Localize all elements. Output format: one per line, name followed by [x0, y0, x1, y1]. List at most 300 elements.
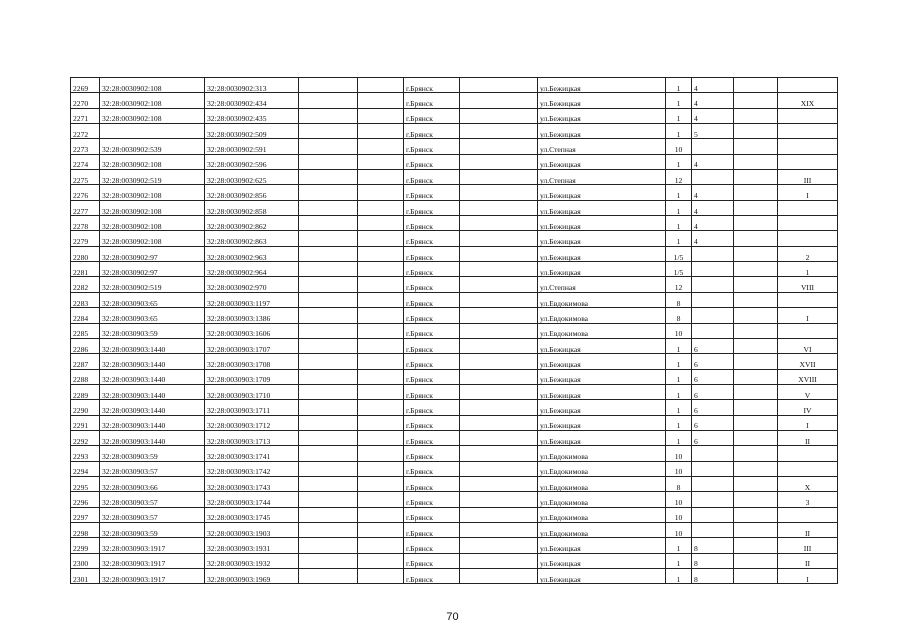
table-row	[71, 323, 838, 338]
table-row	[71, 461, 838, 476]
cell-parent-cadastral-number: 32:28:0030903:59	[100, 446, 205, 461]
cell-empty-4	[299, 308, 358, 323]
cell-parent-cadastral-number: 32:28:0030902:108	[100, 185, 205, 200]
cell-empty-11	[734, 415, 778, 430]
cell-city: г.Брянск	[404, 430, 460, 445]
cell-street: ул.Бежицкая	[538, 124, 666, 139]
cell-house: 10	[666, 522, 692, 537]
cell-row-number: 2278	[71, 216, 100, 231]
cell-city: г.Брянск	[404, 292, 460, 307]
cell-street: ул.Бежицкая	[538, 78, 666, 93]
cell-cadastral-number: 32:28:0030902:434	[205, 93, 299, 108]
cell-building	[692, 139, 734, 154]
cell-city: г.Брянск	[404, 569, 460, 584]
cell-empty-11	[734, 369, 778, 384]
cell-empty-4	[299, 507, 358, 522]
cell-empty-11	[734, 522, 778, 537]
cell-city: г.Брянск	[404, 476, 460, 491]
cell-empty-11	[734, 384, 778, 399]
table-row	[71, 277, 838, 292]
cell-empty-11	[734, 185, 778, 200]
cell-street: ул.Евдокимова	[538, 492, 666, 507]
cell-street: ул.Бежицкая	[538, 553, 666, 568]
cell-row-number: 2279	[71, 231, 100, 246]
cell-house: 1/5	[666, 262, 692, 277]
cell-building: 6	[692, 338, 734, 353]
cell-building: 5	[692, 124, 734, 139]
cell-street: ул.Степная	[538, 170, 666, 185]
cell-parent-cadastral-number: 32:28:0030903:1440	[100, 338, 205, 353]
cell-house: 10	[666, 492, 692, 507]
cell-parent-cadastral-number: 32:28:0030903:59	[100, 323, 205, 338]
cell-street: ул.Бежицкая	[538, 354, 666, 369]
cell-house: 1	[666, 400, 692, 415]
cell-building	[692, 292, 734, 307]
cell-street: ул.Евдокимова	[538, 323, 666, 338]
cell-street: ул.Бежицкая	[538, 369, 666, 384]
cell-city: г.Брянск	[404, 338, 460, 353]
table-row	[71, 354, 838, 369]
cell-empty-5	[358, 200, 404, 215]
cell-parent-cadastral-number: 32:28:0030903:57	[100, 461, 205, 476]
cell-house: 1	[666, 338, 692, 353]
cell-street: ул.Евдокимова	[538, 507, 666, 522]
cell-row-number: 2283	[71, 292, 100, 307]
cell-building	[692, 476, 734, 491]
cell-city: г.Брянск	[404, 492, 460, 507]
cell-premises: II	[778, 553, 838, 568]
cell-empty-5	[358, 446, 404, 461]
cell-row-number: 2284	[71, 308, 100, 323]
cell-street: ул.Евдокимова	[538, 522, 666, 537]
cell-parent-cadastral-number: 32:28:0030902:519	[100, 170, 205, 185]
cell-empty-5	[358, 308, 404, 323]
cell-cadastral-number: 32:28:0030903:1969	[205, 569, 299, 584]
cell-premises: IV	[778, 400, 838, 415]
cell-empty-11	[734, 430, 778, 445]
cell-street: ул.Евдокимова	[538, 476, 666, 491]
cell-parent-cadastral-number: 32:28:0030903:59	[100, 522, 205, 537]
cell-building: 4	[692, 200, 734, 215]
cell-parent-cadastral-number: 32:28:0030903:1440	[100, 369, 205, 384]
cell-premises: 2	[778, 246, 838, 261]
cell-building	[692, 461, 734, 476]
cell-house: 1	[666, 538, 692, 553]
cell-house: 1	[666, 553, 692, 568]
cell-street: ул.Бежицкая	[538, 569, 666, 584]
cell-empty-7	[460, 124, 538, 139]
cell-empty-4	[299, 569, 358, 584]
cell-row-number: 2269	[71, 78, 100, 93]
cell-parent-cadastral-number: 32:28:0030903:66	[100, 476, 205, 491]
cell-city: г.Брянск	[404, 216, 460, 231]
cell-city: г.Брянск	[404, 93, 460, 108]
cell-street: ул.Степная	[538, 139, 666, 154]
cell-empty-4	[299, 369, 358, 384]
cell-city: г.Брянск	[404, 538, 460, 553]
cell-empty-4	[299, 338, 358, 353]
cell-parent-cadastral-number: 32:28:0030902:108	[100, 154, 205, 169]
cell-parent-cadastral-number: 32:28:0030903:1440	[100, 354, 205, 369]
cell-building	[692, 446, 734, 461]
cell-city: г.Брянск	[404, 231, 460, 246]
cell-street: ул.Бежицкая	[538, 185, 666, 200]
cell-row-number: 2295	[71, 476, 100, 491]
cell-empty-7	[460, 93, 538, 108]
cell-parent-cadastral-number: 32:28:0030903:1440	[100, 384, 205, 399]
cell-empty-4	[299, 154, 358, 169]
table-row	[71, 538, 838, 553]
cell-empty-4	[299, 522, 358, 537]
cell-row-number: 2299	[71, 538, 100, 553]
cell-row-number: 2289	[71, 384, 100, 399]
cell-empty-5	[358, 430, 404, 445]
cell-city: г.Брянск	[404, 185, 460, 200]
cell-cadastral-number: 32:28:0030903:1197	[205, 292, 299, 307]
cell-empty-5	[358, 93, 404, 108]
cell-empty-7	[460, 461, 538, 476]
cell-city: г.Брянск	[404, 124, 460, 139]
cell-house: 10	[666, 461, 692, 476]
cell-empty-11	[734, 492, 778, 507]
cell-empty-11	[734, 154, 778, 169]
cell-empty-5	[358, 354, 404, 369]
cell-cadastral-number: 32:28:0030903:1743	[205, 476, 299, 491]
cell-empty-11	[734, 108, 778, 123]
cell-city: г.Брянск	[404, 108, 460, 123]
cell-empty-5	[358, 415, 404, 430]
cell-street: ул.Бежицкая	[538, 231, 666, 246]
cell-cadastral-number: 32:28:0030903:1606	[205, 323, 299, 338]
cell-house: 1	[666, 154, 692, 169]
table-row	[71, 93, 838, 108]
cell-empty-11	[734, 262, 778, 277]
cell-parent-cadastral-number: 32:28:0030902:108	[100, 78, 205, 93]
cell-building: 6	[692, 400, 734, 415]
cell-premises	[778, 292, 838, 307]
cell-empty-5	[358, 569, 404, 584]
cell-cadastral-number: 32:28:0030903:1712	[205, 415, 299, 430]
cell-city: г.Брянск	[404, 170, 460, 185]
cell-premises	[778, 216, 838, 231]
cell-premises: I	[778, 185, 838, 200]
table-row	[71, 338, 838, 353]
cell-empty-7	[460, 415, 538, 430]
cell-house: 8	[666, 476, 692, 491]
cell-empty-4	[299, 78, 358, 93]
cell-row-number: 2290	[71, 400, 100, 415]
cell-empty-4	[299, 93, 358, 108]
cell-empty-7	[460, 384, 538, 399]
cell-premises	[778, 108, 838, 123]
cell-house: 1	[666, 93, 692, 108]
cell-premises	[778, 139, 838, 154]
cell-cadastral-number: 32:28:0030902:863	[205, 231, 299, 246]
cell-row-number: 2300	[71, 553, 100, 568]
cell-row-number: 2285	[71, 323, 100, 338]
cell-empty-5	[358, 292, 404, 307]
cell-building: 4	[692, 93, 734, 108]
cell-parent-cadastral-number: 32:28:0030902:108	[100, 200, 205, 215]
cell-empty-7	[460, 507, 538, 522]
cell-row-number: 2271	[71, 108, 100, 123]
cell-empty-7	[460, 492, 538, 507]
cell-premises	[778, 461, 838, 476]
table-row	[71, 430, 838, 445]
cell-empty-4	[299, 108, 358, 123]
cell-premises: I	[778, 569, 838, 584]
cell-building	[692, 323, 734, 338]
cell-empty-5	[358, 400, 404, 415]
cell-city: г.Брянск	[404, 354, 460, 369]
cell-parent-cadastral-number: 32:28:0030903:57	[100, 492, 205, 507]
cell-empty-4	[299, 216, 358, 231]
cell-cadastral-number: 32:28:0030903:1711	[205, 400, 299, 415]
cell-empty-7	[460, 430, 538, 445]
cell-empty-5	[358, 78, 404, 93]
cell-cadastral-number: 32:28:0030902:963	[205, 246, 299, 261]
cell-row-number: 2296	[71, 492, 100, 507]
cell-premises: XVIII	[778, 369, 838, 384]
cell-building: 4	[692, 216, 734, 231]
cell-row-number: 2301	[71, 569, 100, 584]
cell-city: г.Брянск	[404, 415, 460, 430]
cell-city: г.Брянск	[404, 400, 460, 415]
cell-empty-11	[734, 553, 778, 568]
cell-empty-7	[460, 446, 538, 461]
cell-premises	[778, 507, 838, 522]
cell-empty-7	[460, 277, 538, 292]
cell-empty-4	[299, 415, 358, 430]
cell-house: 1/5	[666, 246, 692, 261]
cell-street: ул.Бежицкая	[538, 93, 666, 108]
cell-city: г.Брянск	[404, 78, 460, 93]
table-row	[71, 185, 838, 200]
table-row	[71, 308, 838, 323]
cell-empty-5	[358, 384, 404, 399]
cell-building: 8	[692, 538, 734, 553]
cell-house: 1	[666, 124, 692, 139]
cell-city: г.Брянск	[404, 246, 460, 261]
cell-parent-cadastral-number: 32:28:0030903:1440	[100, 400, 205, 415]
cell-cadastral-number: 32:28:0030903:1742	[205, 461, 299, 476]
cell-empty-11	[734, 277, 778, 292]
cell-cadastral-number: 32:28:0030903:1386	[205, 308, 299, 323]
table-row	[71, 200, 838, 215]
cell-empty-4	[299, 292, 358, 307]
table-row	[71, 553, 838, 568]
cell-premises: 3	[778, 492, 838, 507]
cell-empty-4	[299, 461, 358, 476]
cell-city: г.Брянск	[404, 461, 460, 476]
table-row	[71, 246, 838, 261]
cell-parent-cadastral-number: 32:28:0030902:108	[100, 216, 205, 231]
cell-empty-7	[460, 154, 538, 169]
cell-empty-11	[734, 200, 778, 215]
cell-parent-cadastral-number: 32:28:0030903:1440	[100, 430, 205, 445]
cell-building	[692, 277, 734, 292]
cell-parent-cadastral-number: 32:28:0030903:1917	[100, 553, 205, 568]
cell-row-number: 2282	[71, 277, 100, 292]
cell-parent-cadastral-number: 32:28:0030903:65	[100, 292, 205, 307]
cell-building: 6	[692, 354, 734, 369]
cell-empty-5	[358, 338, 404, 353]
cell-street: ул.Евдокимова	[538, 461, 666, 476]
cell-building: 8	[692, 569, 734, 584]
cell-empty-11	[734, 139, 778, 154]
cell-empty-5	[358, 461, 404, 476]
cell-building: 6	[692, 415, 734, 430]
table-row	[71, 369, 838, 384]
cell-parent-cadastral-number: 32:28:0030902:97	[100, 246, 205, 261]
cell-house: 1	[666, 569, 692, 584]
cell-street: ул.Евдокимова	[538, 446, 666, 461]
cell-street: ул.Бежицкая	[538, 216, 666, 231]
cell-house: 8	[666, 292, 692, 307]
cell-row-number: 2291	[71, 415, 100, 430]
cell-street: ул.Бежицкая	[538, 246, 666, 261]
cell-empty-11	[734, 308, 778, 323]
cell-cadastral-number: 32:28:0030903:1903	[205, 522, 299, 537]
cell-parent-cadastral-number: 32:28:0030903:1917	[100, 538, 205, 553]
cell-empty-7	[460, 216, 538, 231]
cell-premises: X	[778, 476, 838, 491]
cell-parent-cadastral-number: 32:28:0030902:108	[100, 108, 205, 123]
cell-premises	[778, 200, 838, 215]
table-row	[71, 124, 838, 139]
cell-building: 6	[692, 369, 734, 384]
cell-premises: III	[778, 170, 838, 185]
table-row	[71, 492, 838, 507]
cell-empty-11	[734, 569, 778, 584]
cell-premises: 1	[778, 262, 838, 277]
cell-building: 6	[692, 430, 734, 445]
cell-cadastral-number: 32:28:0030903:1931	[205, 538, 299, 553]
cell-empty-4	[299, 430, 358, 445]
cell-premises: XVII	[778, 354, 838, 369]
cell-building: 4	[692, 185, 734, 200]
table-row	[71, 507, 838, 522]
cell-empty-7	[460, 569, 538, 584]
cell-parent-cadastral-number: 32:28:0030902:539	[100, 139, 205, 154]
cell-empty-5	[358, 139, 404, 154]
cell-premises	[778, 323, 838, 338]
cell-empty-4	[299, 354, 358, 369]
cell-cadastral-number: 32:28:0030902:964	[205, 262, 299, 277]
cell-premises: VI	[778, 338, 838, 353]
table-row	[71, 292, 838, 307]
cell-empty-4	[299, 492, 358, 507]
cell-city: г.Брянск	[404, 323, 460, 338]
cell-empty-5	[358, 507, 404, 522]
cell-row-number: 2281	[71, 262, 100, 277]
cell-empty-11	[734, 216, 778, 231]
cell-empty-5	[358, 553, 404, 568]
cell-empty-11	[734, 323, 778, 338]
cell-house: 1	[666, 108, 692, 123]
cell-house: 10	[666, 507, 692, 522]
cell-empty-11	[734, 476, 778, 491]
cell-city: г.Брянск	[404, 139, 460, 154]
cell-street: ул.Бежицкая	[538, 415, 666, 430]
cell-empty-7	[460, 185, 538, 200]
table-row	[71, 262, 838, 277]
cell-empty-7	[460, 200, 538, 215]
cell-parent-cadastral-number: 32:28:0030902:108	[100, 93, 205, 108]
table-row	[71, 108, 838, 123]
cell-empty-11	[734, 446, 778, 461]
cell-parent-cadastral-number	[100, 124, 205, 139]
cell-row-number: 2276	[71, 185, 100, 200]
cell-premises	[778, 78, 838, 93]
cell-empty-5	[358, 369, 404, 384]
cell-empty-4	[299, 124, 358, 139]
cell-street: ул.Бежицкая	[538, 338, 666, 353]
cell-cadastral-number: 32:28:0030903:1713	[205, 430, 299, 445]
cell-cadastral-number: 32:28:0030902:313	[205, 78, 299, 93]
table-row	[71, 522, 838, 537]
cell-premises: VIII	[778, 277, 838, 292]
cell-empty-11	[734, 246, 778, 261]
cell-parent-cadastral-number: 32:28:0030902:97	[100, 262, 205, 277]
cell-empty-7	[460, 139, 538, 154]
cell-cadastral-number: 32:28:0030902:858	[205, 200, 299, 215]
cell-empty-4	[299, 246, 358, 261]
cell-house: 10	[666, 139, 692, 154]
cell-building: 4	[692, 231, 734, 246]
cell-street: ул.Бежицкая	[538, 384, 666, 399]
cell-empty-4	[299, 476, 358, 491]
cell-empty-7	[460, 170, 538, 185]
cell-house: 1	[666, 78, 692, 93]
cell-street: ул.Бежицкая	[538, 538, 666, 553]
cell-premises: III	[778, 538, 838, 553]
cell-empty-7	[460, 308, 538, 323]
cell-empty-11	[734, 461, 778, 476]
cell-cadastral-number: 32:28:0030903:1709	[205, 369, 299, 384]
cell-empty-11	[734, 93, 778, 108]
cell-empty-7	[460, 538, 538, 553]
cell-empty-4	[299, 553, 358, 568]
cell-empty-11	[734, 400, 778, 415]
cell-city: г.Брянск	[404, 200, 460, 215]
cell-empty-11	[734, 124, 778, 139]
cell-cadastral-number: 32:28:0030902:856	[205, 185, 299, 200]
cell-house: 1	[666, 185, 692, 200]
cell-empty-11	[734, 231, 778, 246]
cell-empty-5	[358, 231, 404, 246]
cell-building	[692, 308, 734, 323]
cell-empty-5	[358, 492, 404, 507]
cell-house: 10	[666, 446, 692, 461]
cell-row-number: 2277	[71, 200, 100, 215]
cell-premises: V	[778, 384, 838, 399]
cell-premises: XIX	[778, 93, 838, 108]
cell-empty-7	[460, 553, 538, 568]
table-row	[71, 231, 838, 246]
cell-empty-5	[358, 522, 404, 537]
cell-premises: II	[778, 522, 838, 537]
cell-row-number: 2297	[71, 507, 100, 522]
cell-parent-cadastral-number: 32:28:0030902:108	[100, 231, 205, 246]
cell-empty-11	[734, 538, 778, 553]
cell-city: г.Брянск	[404, 308, 460, 323]
cell-empty-7	[460, 522, 538, 537]
cell-empty-7	[460, 323, 538, 338]
cell-city: г.Брянск	[404, 553, 460, 568]
cell-house: 12	[666, 170, 692, 185]
cell-empty-7	[460, 476, 538, 491]
